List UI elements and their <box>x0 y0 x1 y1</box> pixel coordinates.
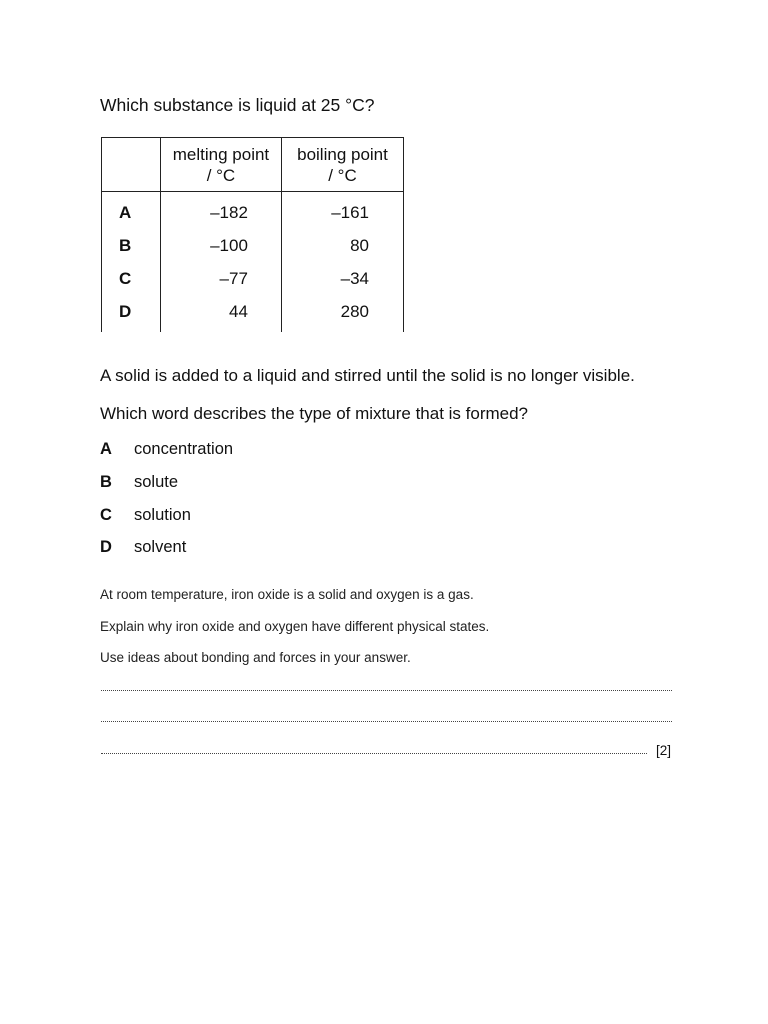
table-row <box>102 229 404 262</box>
row-letter: C <box>102 262 161 295</box>
answer-line[interactable] <box>101 721 672 722</box>
melting-boiling-table <box>101 137 404 332</box>
row-letter: A <box>102 192 161 230</box>
melting-value: –77 <box>160 262 281 295</box>
question-2-question: Which word describes the type of mixture that is formed? <box>100 404 529 423</box>
question-3-context: At room temperature, iron oxide is a solid and oxygen is a gas. <box>100 587 474 602</box>
row-letter: D <box>102 295 161 332</box>
table-header-boiling-point <box>282 138 404 192</box>
answer-line[interactable] <box>101 753 647 754</box>
melting-header-unit: / °C <box>206 165 236 185</box>
table-row <box>102 295 404 332</box>
option-text: solute <box>134 473 179 491</box>
melting-value: 44 <box>160 295 281 332</box>
melting-value: –182 <box>160 192 281 230</box>
option-letter: A <box>100 440 112 458</box>
boiling-header-line1: boiling point <box>297 144 388 164</box>
option-letter: C <box>100 506 112 524</box>
option-text: concentration <box>134 440 234 458</box>
question-3-prompt: Explain why iron oxide and oxygen have different physical states. <box>100 619 490 634</box>
question-1-title: Which substance is liquid at 25 °C? <box>100 95 375 115</box>
option-text: solvent <box>134 538 187 556</box>
boiling-header-unit: / °C <box>328 165 357 185</box>
option-letter: B <box>100 473 112 491</box>
marks-label: [2] <box>656 743 672 758</box>
boiling-value: 280 <box>282 295 404 332</box>
option-letter: D <box>100 538 112 556</box>
question-3-instruction: Use ideas about bonding and forces in your answer. <box>100 650 411 665</box>
option-c[interactable] <box>100 506 191 525</box>
row-letter: B <box>102 229 161 262</box>
boiling-value: –34 <box>282 262 404 295</box>
table-row <box>102 192 404 230</box>
option-b[interactable] <box>100 473 178 492</box>
option-d[interactable] <box>100 538 186 557</box>
melting-value: –100 <box>160 229 281 262</box>
table-header-melting-point <box>160 138 281 192</box>
melting-header-line1: melting point <box>172 144 270 164</box>
answer-line[interactable] <box>101 690 672 691</box>
table-header-row <box>102 138 404 192</box>
boiling-value: –161 <box>282 192 404 230</box>
option-text: solution <box>134 506 191 524</box>
boiling-value: 80 <box>282 229 404 262</box>
table-row <box>102 262 404 295</box>
question-2-stem: A solid is added to a liquid and stirred until the solid is no longer visible. <box>100 366 635 385</box>
table-header-empty <box>102 138 161 192</box>
option-a[interactable] <box>100 440 233 459</box>
